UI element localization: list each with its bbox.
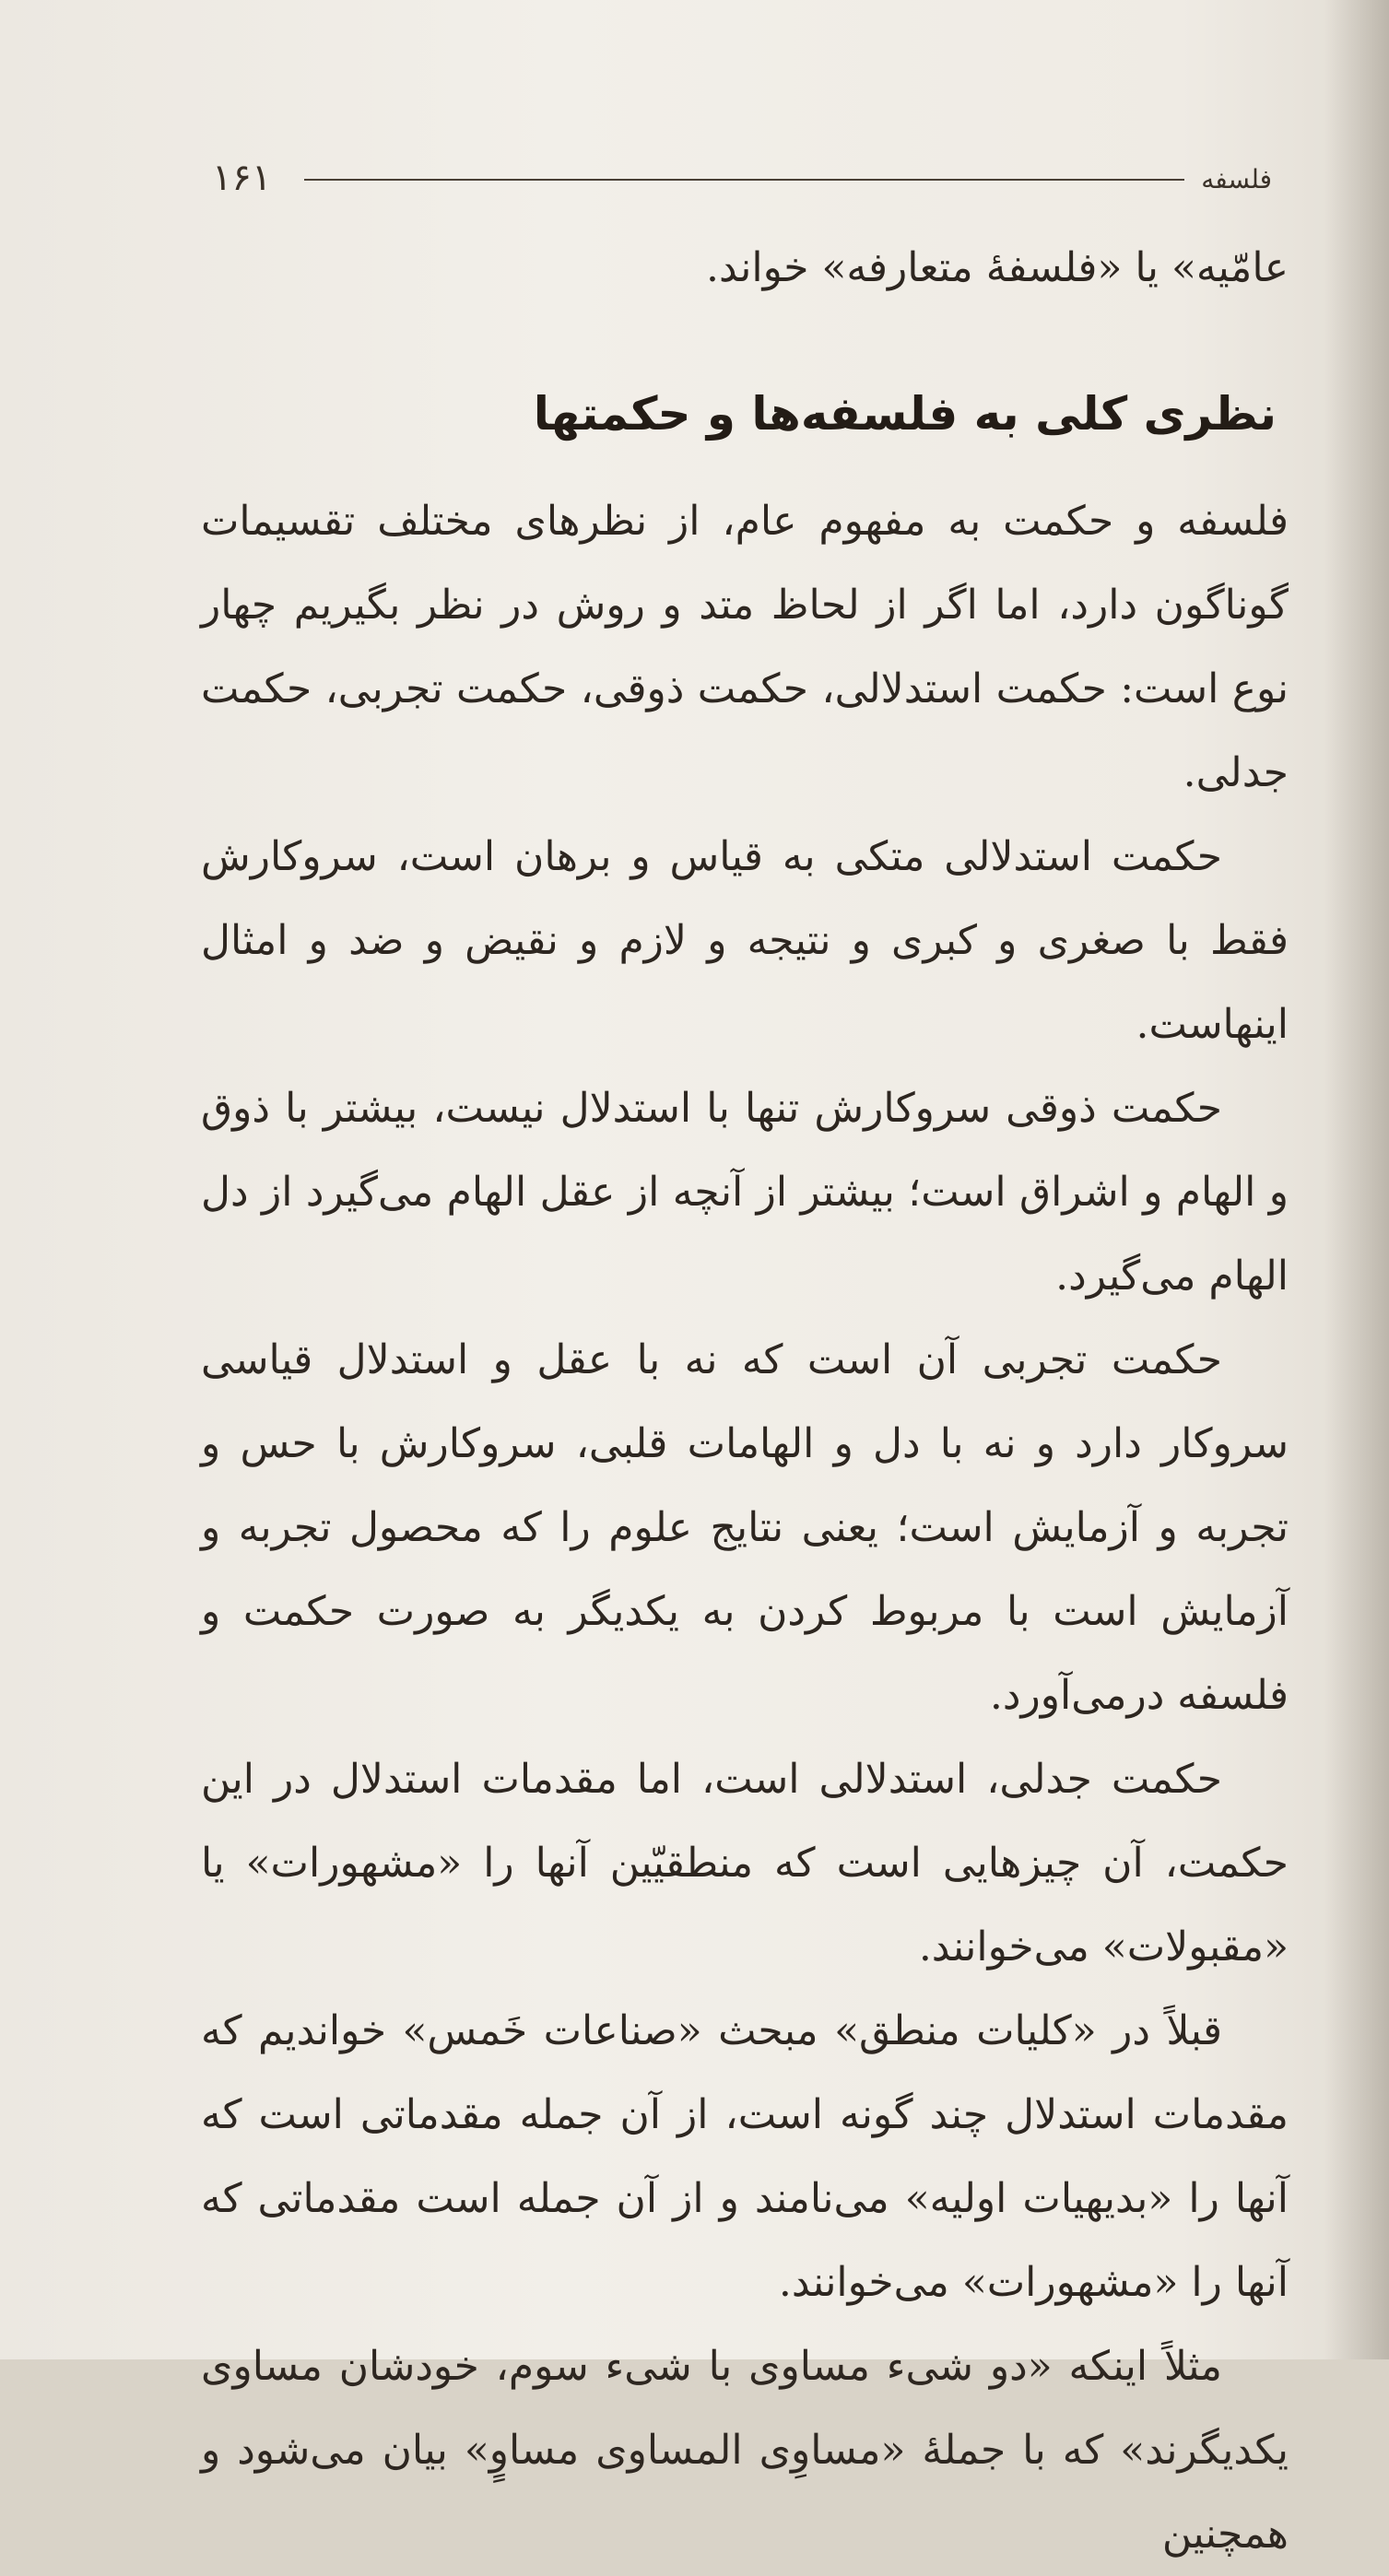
section-heading: نظری کلی به فلسفه‌ها و حکمتها: [533, 387, 1277, 441]
paragraph: قبلاً در «کلیات منطق» مبحث «صناعات خَمس» خواندیم که مقدمات استدلال چند گونه است، از آن جمله مقدماتی است که آنها را «بدیهیات اولیه» می‌نامند و از آن جمله است مقدماتی که آنها را «مشهورات» می‌خوانند.: [201, 2007, 1289, 2306]
header-rule: [304, 179, 1184, 181]
page-header: [203, 157, 1272, 221]
paragraph: فلسفه و حکمت به مفهوم عام، از نظرهای مختلف تقسیمات گوناگون دارد، اما اگر از لحاظ متد و روش در نظر بگیریم چهار نوع است: حکمت استدلالی، حکمت ذوقی، حکمت تجربی، حکمت جدلی.: [201, 498, 1289, 796]
paragraph: مثلاً اینکه «دو شیء مساوی با شیء سوم، خودشان مساوی یکدیگرند» که با جملهٔ «مساوِی المساوی مساوٍ» بیان می‌شود و همچنین: [201, 2343, 1289, 2558]
running-head: فلسفه: [1201, 164, 1272, 194]
paragraph: حکمت تجربی آن است که نه با عقل و استدلال قیاسی سروکار دارد و نه با دل و الهامات قلبی، سروکارش با حس و تجربه و آزمایش است؛ یعنی نتایج علوم را که محصول تجربه و آزمایش است با مربوط کردن به یکدیگر به صورت حکمت و فلسفه درمی‌آورد.: [201, 1336, 1289, 1719]
paragraph: حکمت ذوقی سروکارش تنها با استدلال نیست، بیشتر با ذوق و الهام و اشراق است؛ بیشتر از آنچه از عقل الهام می‌گیرد از دل الهام می‌گیرد.: [201, 1085, 1289, 1300]
body-text: [201, 479, 1289, 2576]
page-edge-shadow: [1324, 0, 1389, 2359]
paragraph: حکمت استدلالی متکی به قیاس و برهان است، سروکارش فقط با صغری و کبری و نتیجه و لازم و نقیض و ضد و امثال اینهاست.: [201, 833, 1289, 1048]
page-number: ۱۶۱: [212, 157, 272, 199]
paragraph: حکمت جدلی، استدلالی است، اما مقدمات استدلال در این حکمت، آن چیزهایی است که منطقیّین آنها را «مشهورات» یا «مقبولات» می‌خوانند.: [201, 1756, 1289, 1970]
intro-line: عامّیه» یا «فلسفهٔ متعارفه» خواند.: [706, 244, 1289, 291]
